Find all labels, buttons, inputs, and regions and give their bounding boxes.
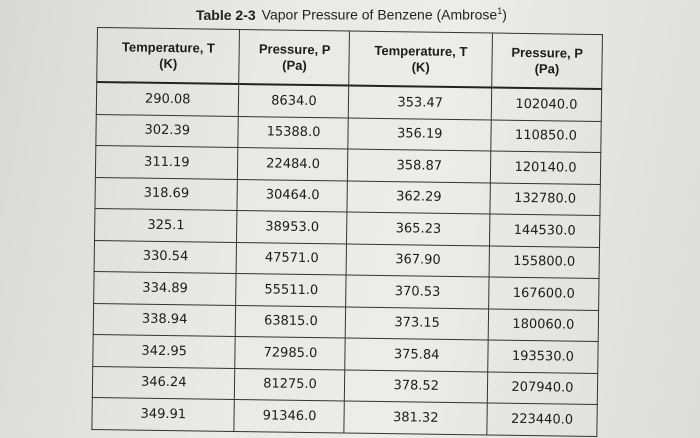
table-cell: 102040.0 xyxy=(491,88,601,122)
table-cell: 346.24 xyxy=(92,366,235,399)
column-name: Temperature, T xyxy=(374,42,468,59)
table-cell: 55511.0 xyxy=(236,273,346,306)
table-cell: 167600.0 xyxy=(489,277,599,310)
table-cell: 72985.0 xyxy=(235,336,345,369)
table-cell: 38953.0 xyxy=(237,210,347,243)
table-number: Table 2-3 xyxy=(196,6,256,23)
table-cell: 358.87 xyxy=(348,149,491,182)
column-header xyxy=(349,31,492,87)
table-cell: 132780.0 xyxy=(490,183,600,216)
table-cell: 318.69 xyxy=(95,177,238,210)
table-cell: 367.90 xyxy=(347,244,490,277)
table-cell: 81275.0 xyxy=(235,368,345,401)
table-cell: 356.19 xyxy=(348,118,491,151)
table-cell: 91346.0 xyxy=(234,399,344,432)
table-cell: 110850.0 xyxy=(491,120,601,153)
table-cell: 330.54 xyxy=(94,240,237,273)
table-cell: 381.32 xyxy=(344,401,487,434)
column-name: Temperature, T xyxy=(121,38,216,56)
table-cell: 370.53 xyxy=(346,275,489,308)
column-header xyxy=(239,29,350,85)
table-cell: 8634.0 xyxy=(239,84,349,118)
table-cell: 193530.0 xyxy=(488,340,598,373)
table-cell: 15388.0 xyxy=(238,116,348,149)
column-unit: (Pa) xyxy=(534,60,560,76)
table-cell: 349.91 xyxy=(92,397,235,430)
table-cell: 375.84 xyxy=(345,338,488,371)
table-cell: 155800.0 xyxy=(489,246,599,279)
table-cell: 22484.0 xyxy=(238,147,348,180)
table-cell: 373.15 xyxy=(346,307,489,340)
column-unit: (K) xyxy=(411,58,430,75)
table-cell: 223440.0 xyxy=(487,403,597,436)
table-cell: 325.1 xyxy=(95,208,238,241)
column-header xyxy=(492,33,603,89)
table-cell: 63815.0 xyxy=(236,305,346,338)
table-cell: 362.29 xyxy=(347,181,490,214)
table-cell: 365.23 xyxy=(347,212,490,245)
table-cell: 334.89 xyxy=(94,271,237,304)
table-cell: 338.94 xyxy=(93,303,236,336)
table-cell: 290.08 xyxy=(96,82,239,116)
table-cell: 30464.0 xyxy=(237,179,347,212)
column-unit: (Pa) xyxy=(282,57,307,73)
caption-close: ) xyxy=(502,6,507,23)
column-header xyxy=(97,28,240,84)
column-name: Pressure, P xyxy=(258,40,331,57)
table-cell: 180060.0 xyxy=(488,308,598,341)
table-cell: 353.47 xyxy=(349,86,492,120)
table-caption xyxy=(196,6,507,23)
column-unit: (K) xyxy=(159,55,178,71)
vapor-pressure-table xyxy=(91,27,603,437)
table-title: Vapor Pressure of Benzene (Ambrose xyxy=(261,6,498,23)
table-cell: 120140.0 xyxy=(490,151,600,184)
table-cell: 342.95 xyxy=(93,334,236,367)
table-row xyxy=(92,397,597,436)
table-cell: 207940.0 xyxy=(487,371,597,404)
table-cell: 302.39 xyxy=(96,114,239,147)
table-cell: 311.19 xyxy=(95,145,238,178)
table-cell: 378.52 xyxy=(345,369,488,402)
table-body xyxy=(92,82,602,436)
table-cell: 47571.0 xyxy=(237,242,347,275)
footnote-marker: 1 xyxy=(497,6,503,16)
header-row xyxy=(97,28,603,90)
table-cell: 144530.0 xyxy=(489,214,599,247)
column-name: Pressure, P xyxy=(511,44,584,61)
